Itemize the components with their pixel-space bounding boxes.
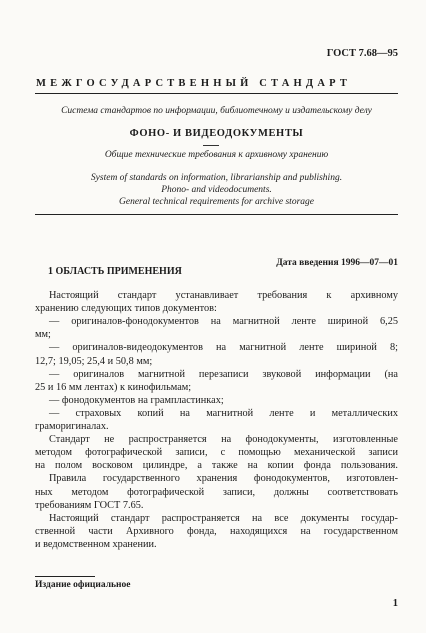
body-line: на полом восковом цилиндре, а также на копии фонда пользования. bbox=[35, 460, 398, 472]
body-line: ственной части Архивного фонда, находящихся на государственном bbox=[35, 525, 398, 537]
section-heading: 1 ОБЛАСТЬ ПРИМЕНЕНИЯ bbox=[48, 266, 182, 277]
body-line: — оригиналов магнитной перезаписи звуковой информации (на bbox=[49, 368, 398, 380]
body-line: 12,7; 19,05; 25,4 и 50,8 мм; bbox=[35, 355, 153, 367]
body-line: требованиям ГОСТ 7.65. bbox=[35, 499, 144, 511]
system-line: Система стандартов по информации, библиотечному и издательскому делу bbox=[61, 106, 372, 116]
body-line: методом фотографической записи, с помощью механической записи bbox=[35, 447, 398, 459]
dash-mark bbox=[203, 145, 219, 146]
body-line: Правила государственного хранения фонодокументов, изготовлен- bbox=[49, 473, 398, 485]
body-line: Настоящий стандарт устанавливает требования к архивному bbox=[49, 290, 398, 301]
document-subtitle: Общие технические требования к архивному хранению bbox=[104, 150, 329, 160]
english-title-line-3: General technical requirements for archive storage bbox=[119, 197, 314, 207]
body-line: — оригиналов-фонодокументов на магнитной ленте шириной 6,25 bbox=[49, 316, 398, 328]
document-title: ФОНО- И ВИДЕОДОКУМЕНТЫ bbox=[129, 128, 304, 139]
body-line: — оригиналов-видеодокументов на магнитной ленте шириной 8; bbox=[49, 342, 398, 354]
body-line: — фонодокументов на грампластинках; bbox=[49, 394, 224, 406]
page-number: 1 bbox=[392, 598, 398, 609]
standard-title: МЕЖГОСУДАРСТВЕННЫЙ СТАНДАРТ bbox=[36, 78, 352, 89]
title-rule bbox=[35, 214, 398, 215]
body-line: хранению следующих типов документов: bbox=[35, 303, 217, 315]
body-line: ных методом фотографической записи, должны соответствовать bbox=[35, 486, 398, 498]
introduction-date: Дата введения 1996—07—01 bbox=[276, 258, 398, 268]
body-line: граморигиналах. bbox=[35, 421, 109, 432]
body-line: 25 и 16 мм лентах) к кинофильмам; bbox=[35, 381, 192, 393]
edition-note: Издание официальное bbox=[35, 580, 131, 590]
body-line: — страховых копий на магнитной ленте и металлических bbox=[49, 407, 398, 419]
body-line: мм; bbox=[35, 329, 51, 341]
english-title-line-2: Phono- and videodocuments. bbox=[161, 185, 272, 195]
top-rule bbox=[35, 93, 398, 94]
doc-code: ГОСТ 7.68—95 bbox=[326, 48, 398, 59]
body-line: и ведомственном хранении. bbox=[35, 538, 157, 550]
english-title-line-1: System of standards on information, librarianship and publishing. bbox=[90, 173, 343, 183]
body-line: Настоящий стандарт распространяется на все документы государ- bbox=[49, 512, 398, 524]
footer-rule bbox=[35, 576, 95, 577]
body-line: Стандарт не распространяется на фонодокументы, изготовленные bbox=[49, 434, 398, 446]
